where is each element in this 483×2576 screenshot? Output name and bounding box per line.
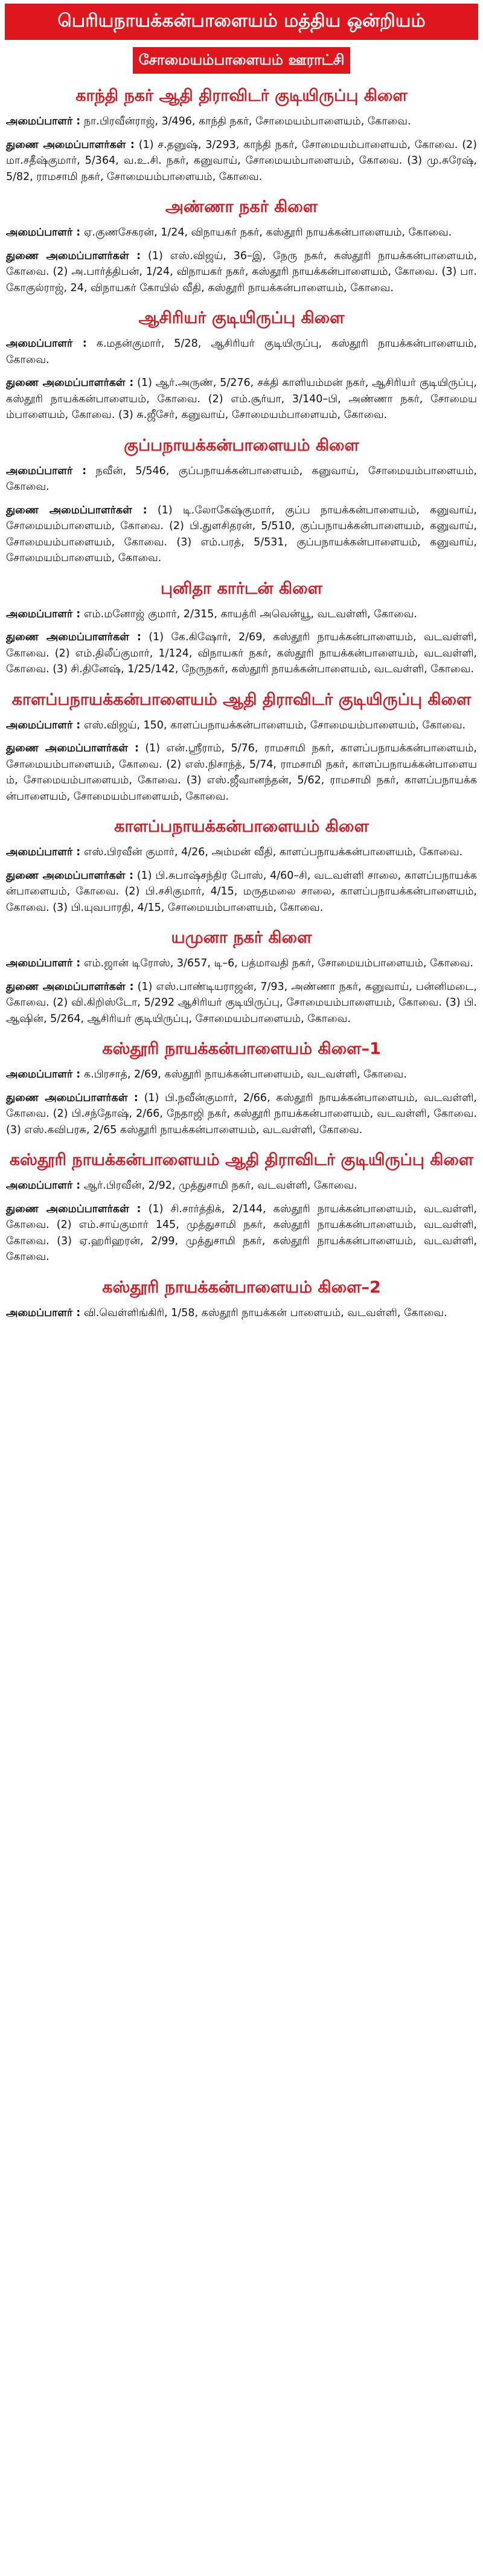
deputies-entry-text: (1) ச.தனுஷ், 3/293, காந்தி நகர், சோமையம்பாளையம், கோவை. (2) மா.சதீஷ்குமார், 5/364, வ.உ.சி. நகர், கனுவாய், சோமையம்பாளையம், கோவை. (3) மு.சுரேஷ், 5/82, ராமசாமி நகர், சோமையம்பாளையம், கோவை. bbox=[6, 138, 477, 183]
president-entry-text: எம்.மனோஜ் குமார், 2/315, காயத்ரி அவென்யூ, வடவள்ளி, கோவை. bbox=[83, 608, 417, 620]
document-page bbox=[0, 4, 483, 1321]
branch-title: காளப்பநாயக்கன்பாளையம் ஆதி திராவிடர் குடியிருப்பு கிளை bbox=[11, 690, 472, 709]
deputies-entry-label: துணை அமைப்பாளர்கள் : bbox=[6, 504, 147, 516]
union-title-banner: பெரியநாயக்கன்பாளையம் மத்திய ஒன்றியம் bbox=[5, 4, 478, 40]
president-entry-text: எஸ்.பிரவீன் குமார், 4/26, அம்மன் வீதி, காளப்பநாயக்கன்பாளையம், கோவை. bbox=[83, 846, 463, 858]
branch-section bbox=[0, 1277, 483, 1322]
president-entry-text: எம்.ஜான் டிரோஸ், 3/657, டி–6, பத்மாவதி நகர், சோமையம்பாளையம், கோவை. bbox=[83, 957, 473, 969]
deputies-entry bbox=[6, 1090, 477, 1139]
deputies-entry-text: (1) கே.கிஷோர், 2/69, கஸ்தூரி நாயக்கன்பாளையம், வடவள்ளி, கோவை. (2) எம்.திலீப்குமார், 1/124, விநாயகர் நகர், கஸ்தூரி நாயக்கன்பாளையம், வடவள்ளி, கோவை. (3) சி.தினேஷ், 1/25/142, நேருநகர், கஸ்தூரி நாயக்கன்பாளையம், வடவள்ளி, கோவை. bbox=[6, 631, 477, 675]
president-entry-text: நா.பிரவீன்ராஜ், 3/496, காந்தி நகர், சோமையம்பாளையம், கோவை. bbox=[83, 115, 411, 127]
branch-section bbox=[0, 1039, 483, 1138]
deputies-entry-text: (1) ஆர்.அருண், 5/276, சக்தி காளியம்மன் நகர், ஆசிரியர் குடியிருப்பு, கஸ்தூரி நாயக்கன்பாளையம், கோவை. (2) எம்.சூர்யா, 3/140–பி, அண்ணா நகர், சோமையம்பாளையம், கோவை. (3) சு.ஜீசேர், கனுவாய், சோமையம்பாளையம், கோவை. bbox=[6, 377, 477, 421]
president-entry-label: அமைப்பாளர் : bbox=[6, 846, 81, 858]
branch-section bbox=[0, 928, 483, 1027]
deputies-entry bbox=[6, 375, 477, 423]
deputies-entry bbox=[6, 629, 477, 678]
branch-title: கஸ்தூரி நாயக்கன்பாளையம் கிளை–1 bbox=[102, 1039, 381, 1058]
president-entry-text: எஸ்.விஜய், 150, காளப்பநாயக்கன்பாளையம், சோமையம்பாளையம், கோவை. bbox=[83, 719, 466, 731]
deputies-entry-text: (1) சி.சார்த்திக், 2/144, கஸ்தூரி நாயக்கன்பாளையம், வடவள்ளி, கோவை. (2) எம்.சாய்குமார் 145, முத்துசாமி நகர், கஸ்தூரி நாயக்கன்பாளையம், வடவள்ளி, கோவை. (3) ஏ.ஹரிஹரன், 2/99, முத்துசாமி நகர், கஸ்தூரி நாயக்கன்பாளையம், வடவள்ளி, கோவை. bbox=[6, 1203, 477, 1263]
branch-section bbox=[0, 86, 483, 185]
president-entry-label: அமைப்பாளர் : bbox=[6, 464, 87, 477]
deputies-entry-label: துணை அமைப்பாளர்கள் : bbox=[6, 377, 134, 389]
deputies-entry-label: துணை அமைப்பாளர்கள் : bbox=[6, 249, 141, 262]
branch-title: கஸ்தூரி நாயக்கன்பாளையம் கிளை–2 bbox=[102, 1277, 381, 1297]
deputies-entry-text: (1) டி.லோகேஷ்குமார், குப்ப நாயக்கன்பாளையம், கனுவாய், சோமையம்பாளையம், கோவை. (2) பி.துளசிதரன், 5/510, குப்பநாயக்கன்பாளையம், கனுவாய், சோமையம்பாளையம், கோவை. (3) எம்.பரத், 5/531, குப்பநாயக்கன்பாளையம், கனுவாய், சோமையம்பாளையம், கோவை. bbox=[6, 504, 477, 564]
branch-title: அண்ணா நகர் கிளை bbox=[165, 198, 318, 216]
president-entry bbox=[6, 606, 477, 623]
deputies-entry-text: (1) என்.ஸ்ரீராம், 5/76, ராமசாமி நகர், காளப்பநாயக்கன்பாளையம், சோமையம்பாளையம், கோவை. (2) எஸ்.நிசாந்த், 5/74, ராமசாமி நகர், காளப்பநாயக்கன்பாளையம், சோமையம்பாளையம், கோவை. (3) எஸ்.ஜீவானந்தன், 5/62, ராமசாமி நகர், காளப்பநாயக்கன்பாளையம், சோமையம்பாளையம், கோவை. bbox=[6, 742, 477, 803]
deputies-entry-label: துணை அமைப்பாளர்கள் : bbox=[6, 631, 141, 643]
president-entry-text: க.பிரசாத், 2/69, கஸ்தூரி நாயக்கன்பாளையம், வடவள்ளி, கோவை. bbox=[83, 1068, 407, 1081]
branch-title: குப்பநாயக்கன்பாளையம் கிளை bbox=[124, 435, 359, 455]
president-entry bbox=[6, 225, 477, 241]
branch-title: யமுனா நகர் கிளை bbox=[171, 928, 312, 947]
deputies-entry bbox=[6, 868, 477, 916]
panchayat-subtitle-banner: சோமையம்பாளையம் ஊராட்சி bbox=[133, 47, 350, 74]
president-entry bbox=[6, 1305, 477, 1322]
deputies-entry-label: துணை அமைப்பாளர்கள் : bbox=[6, 1091, 138, 1104]
president-entry bbox=[6, 844, 477, 861]
president-entry-label: அமைப்பாளர் : bbox=[6, 957, 81, 969]
branch-section bbox=[0, 690, 483, 805]
deputies-entry-text: (1) பி.சுபாஷ்சந்திர போஸ், 4/60–சி, வடவள்ளி சாலை, காளப்பநாயக்கன்பாளையம், கோவை. (2) பி.சசிகுமார், 4/15, மருதமலை சாலை, காளப்பநாயக்கன்பாளையம், கோவை. (3) பி.யுவபாரதி, 4/15, சோமையம்பாளையம், கோவை. bbox=[6, 869, 477, 914]
deputies-entry bbox=[6, 979, 477, 1027]
branch-section bbox=[0, 579, 483, 678]
branch-section bbox=[0, 197, 483, 296]
branch-section bbox=[0, 435, 483, 567]
branch-section bbox=[0, 308, 483, 423]
president-entry-text: ஏ.குணசேகரன், 1/24, விநாயகர் நகர், கஸ்தூரி நாயக்கன்பாளையம், கோவை. bbox=[83, 226, 452, 239]
president-entry bbox=[6, 336, 477, 368]
president-entry-label: அமைப்பாளர் : bbox=[6, 226, 81, 239]
branch-list bbox=[0, 86, 483, 1321]
deputies-entry-label: துணை அமைப்பாளர்கள் : bbox=[6, 869, 133, 882]
president-entry bbox=[6, 718, 477, 734]
president-entry bbox=[6, 1067, 477, 1083]
deputies-entry-label: துணை அமைப்பாளர்கள் : bbox=[6, 1203, 141, 1215]
branch-title: காந்தி நகர் ஆதி திராவிடர் குடியிருப்பு கிளை bbox=[75, 86, 408, 105]
president-entry bbox=[6, 463, 477, 495]
president-entry-label: அமைப்பாளர் : bbox=[6, 1306, 81, 1319]
president-entry-text: வி.வெள்ளிங்கிரி, 1/58, கஸ்தூரி நாயக்கன் பாளையம், வடவள்ளி, கோவை. bbox=[83, 1306, 447, 1319]
deputies-entry-text: (1) எஸ்.பாண்டியராஜன், 7/93, அண்ணா நகர், கனுவாய், பன்னிமடை, கோவை. (2) வி.கிறிஸ்டோ, 5/292 ஆசிரியர் குடியிருப்பு, சோமையம்பாளையம், கோவை. (3) பி.ஆஷின், 5/264, ஆசிரியர் குடியிருப்பு, சோமையம்பாளையம், கோவை. bbox=[6, 980, 477, 1025]
deputies-entry bbox=[6, 137, 477, 185]
deputies-entry bbox=[6, 503, 477, 567]
deputies-entry bbox=[6, 248, 477, 297]
deputies-entry-text: (1) எஸ்.விஜய், 36–இ, நேரு நகர், கஸ்தூரி நாயக்கன்பாளையம், கோவை. (2) அ.பார்த்திபன், 1/24, விநாயகர் நகர், கஸ்தூரி நாயக்கன்பாளையம், கோவை. (3) பா.கோகுல்ராஜ், 24, விநாயகர் கோயில் வீதி, கஸ்தூரி நாயக்கன்பாளையம், கோவை. bbox=[6, 249, 477, 294]
president-entry-label: அமைப்பாளர் : bbox=[6, 1180, 81, 1192]
deputies-entry-label: துணை அமைப்பாளர்கள் : bbox=[6, 138, 135, 151]
president-entry-label: அமைப்பாளர் : bbox=[6, 719, 81, 731]
branch-title: புனிதா கார்டன் கிளை bbox=[160, 579, 323, 598]
president-entry-text: க.மதன்குமார், 5/28, ஆசிரியர் குடியிருப்பு, கஸ்தூரி நாயக்கன்பாளையம், கோவை. bbox=[6, 338, 477, 366]
president-entry bbox=[6, 114, 477, 130]
deputies-entry-text: (1) பி.நவீன்குமார், 2/66, கஸ்தூரி நாயக்கன்பாளையம், வடவள்ளி, கோவை. (2) பி.சந்தோஷ், 2/66, நேதாஜி நகர், கஸ்தூரி நாயக்கன்பாளையம், வடவள்ளி, கோவை. (3) எஸ்.கவிபரசு, 2/65 கஸ்தூரி நாயக்கன்பாளையம், வடவள்ளி, கோவை. bbox=[6, 1091, 477, 1136]
president-entry-text: ஆர்.பிரவீன், 2/92, முத்துசாமி நகர், வடவள்ளி, கோவை. bbox=[83, 1180, 357, 1192]
deputies-entry bbox=[6, 740, 477, 805]
branch-section bbox=[0, 817, 483, 916]
branch-title: காளப்பநாயக்கன்பாளையம் கிளை bbox=[114, 817, 369, 836]
president-entry bbox=[6, 956, 477, 972]
president-entry-label: அமைப்பாளர் : bbox=[6, 1068, 81, 1081]
branch-title: ஆசிரியர் குடியிருப்பு கிளை bbox=[138, 309, 345, 327]
deputies-entry bbox=[6, 1201, 477, 1265]
president-entry-label: அமைப்பாளர் : bbox=[6, 608, 81, 620]
deputies-entry-label: துணை அமைப்பாளர்கள் : bbox=[6, 980, 134, 993]
branch-section bbox=[0, 1150, 483, 1265]
president-entry-label: அமைப்பாளர் : bbox=[6, 338, 87, 350]
president-entry-label: அமைப்பாளர் : bbox=[6, 115, 81, 127]
president-entry-text: நவீன், 5/546, குப்பநாயக்கன்பாளையம், கனுவாய், சோமையம்பாளையம், கோவை. bbox=[6, 464, 477, 493]
deputies-entry-label: துணை அமைப்பாளர்கள் : bbox=[6, 742, 139, 754]
branch-title: கஸ்தூரி நாயக்கன்பாளையம் ஆதி திராவிடர் குடியிருப்பு கிளை bbox=[9, 1151, 474, 1169]
president-entry bbox=[6, 1178, 477, 1194]
